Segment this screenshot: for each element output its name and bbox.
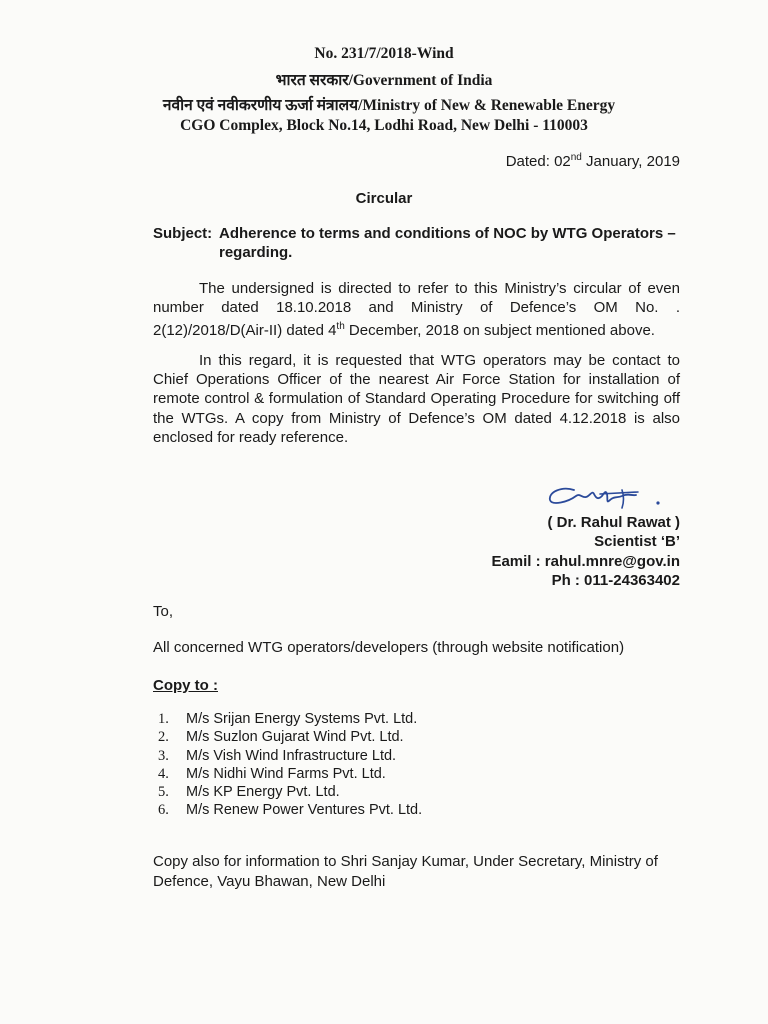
signatory-designation: Scientist ‘B’: [594, 533, 680, 551]
list-item: 3. M/s Vish Wind Infrastructure Ltd.: [158, 747, 397, 764]
document-title: Circular: [355, 190, 413, 207]
subject-line-2: regarding.: [219, 244, 293, 261]
file-number: No. 231/7/2018-Wind: [314, 45, 454, 62]
list-item: 1. M/s Srijan Energy Systems Pvt. Ltd.: [158, 711, 418, 727]
subject-label: Subject:: [153, 225, 213, 242]
recipients-line: All concerned WTG operators/developers (through website notification): [153, 639, 625, 656]
paragraph-1: The undersigned is directed to refer to this Ministry’s circular of even number dated 18.10.2018 and Ministry of Defence’s OM No. . 2(12)/2018/D(Air-II) dated 4th December, 2018 on subject mentioned above.: [153, 280, 680, 340]
government-line: भारत सरकार/Government of India: [275, 72, 493, 89]
signatory-phone: Ph : 011-24363402: [551, 571, 680, 589]
signatory-email: Eamil : rahul.mnre@gov.in: [491, 552, 680, 570]
list-item: 5. M/s KP Energy Pvt. Ltd.: [158, 784, 340, 801]
to-label: To,: [153, 603, 174, 620]
paragraph-2: In this regard, it is requested that WTG operators may be contact to Chief Operations Officer of the nearest Air Force Station for installation of remote control & formulation of Standard Operating Procedure for switching off the WTGs. A copy from Ministry of Defence’s OM dated 4.12.2018 is also enclosed for ready reference.: [153, 352, 680, 446]
date-line: Dated: 02nd January, 2019: [505, 152, 680, 170]
signatory-block: [491, 513, 680, 590]
address-line: CGO Complex, Block No.14, Lodhi Road, New Delhi - 110003: [180, 117, 588, 134]
list-item: 6. M/s Renew Power Ventures Pvt. Ltd.: [158, 802, 423, 819]
list-item: 2. M/s Suzlon Gujarat Wind Pvt. Ltd.: [158, 729, 404, 746]
subject-line-1: Adherence to terms and conditions of NOC by WTG Operators –: [219, 225, 676, 242]
copy-to-list: [158, 710, 422, 820]
subject-block: [153, 224, 693, 262]
ministry-line: नवीन एवं नवीकरणीय ऊर्जा मंत्रालय/Ministry of New & Renewable Energy: [162, 97, 616, 114]
signature-image: [540, 476, 680, 512]
list-item: 4. M/s Nidhi Wind Farms Pvt. Ltd.: [158, 765, 386, 782]
copy-also-paragraph: Copy also for information to Shri Sanjay Kumar, Under Secretary, Ministry of Defence, Vayu Bhawan, New Delhi: [153, 853, 658, 890]
copy-to-label: Copy to :: [153, 677, 218, 694]
signatory-name: ( Dr. Rahul Rawat ): [547, 514, 680, 531]
